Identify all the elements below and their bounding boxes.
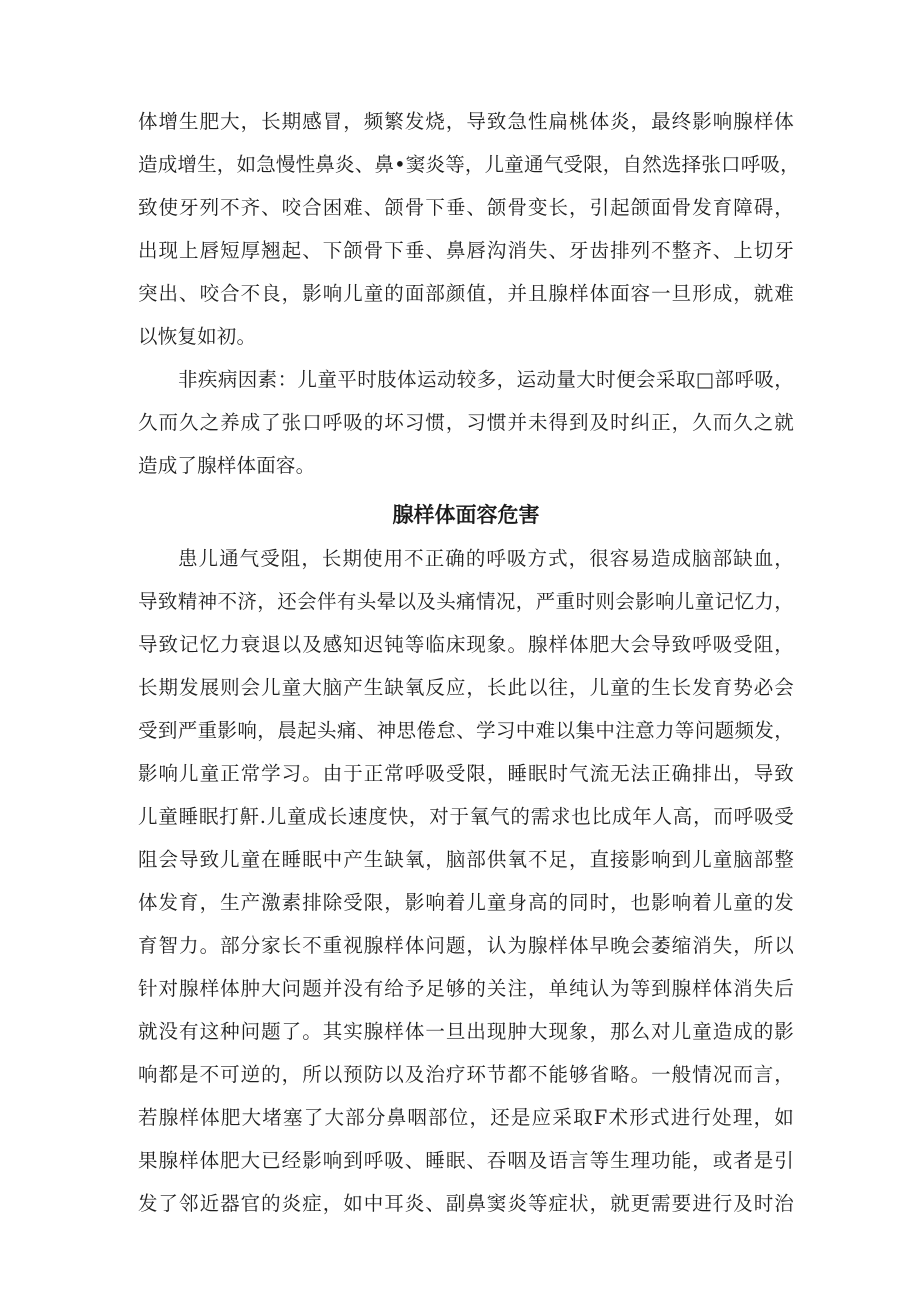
text-line: 受到严重影响，晨起头痛、神思倦怠、学习中难以集中注意力等问题频发， — [138, 719, 794, 742]
text-line: 造成增生，如急慢性鼻炎、鼻•窦炎等，儿童通气受限，自然选择张口呼吸， — [138, 153, 800, 176]
text-line: 导致记忆力衰退以及感知迟钝等临床现象。腺样体肥大会导致呼吸受阻， — [138, 633, 794, 656]
text-line: 儿童睡眠打鼾.儿童成长速度快，对于氧气的需求也比成年人高，而呼吸受 — [138, 805, 794, 828]
text-line: 致使牙列不齐、咬合困难、颌骨下垂、颌骨变长，引起颌面骨发育障碍， — [138, 196, 794, 219]
text-line: 长期发展则会儿童大脑产生缺氧反应，长此以往，儿童的生长发育势必会 — [138, 676, 794, 699]
text-line: 导致精神不济，还会伴有头晕以及头痛情况，严重时则会影响儿童记忆力， — [138, 590, 794, 613]
text-line: 育智力。部分家长不重视腺样体问题，认为腺样体早晚会萎缩消失，所以 — [138, 934, 794, 957]
text-line: 若腺样体肥大堵塞了大部分鼻咽部位，还是应采取F术形式进行处理，如 — [138, 1106, 794, 1129]
text-line: 响都是不可逆的，所以预防以及治疗环节都不能够省略。一般情况而言， — [138, 1063, 794, 1086]
section-heading: 腺样体面容危害 — [392, 503, 540, 527]
document-body — [138, 100, 800, 1225]
text-line: 影响儿童正常学习。由于正常呼吸受限，睡眠时气流无法正确排出，导致 — [138, 762, 794, 785]
paragraph-harm — [138, 537, 794, 1225]
text-line: 体增生肥大，长期感冒，频繁发烧，导致急性扁桃体炎，最终影响腺样体 — [138, 110, 794, 133]
text-line: 久而久之养成了张口呼吸的坏习惯，习惯并未得到及时纠正，久而久之就 — [138, 411, 794, 434]
paragraph-non-disease-factors — [138, 358, 794, 487]
text-line: 阻会导致儿童在睡眠中产生缺氧，脑部供氧不足，直接影响到儿童脑部整 — [138, 848, 794, 871]
text-line: 发了邻近器官的炎症，如中耳炎、副鼻窦炎等症状，就更需要进行及时治 — [138, 1192, 794, 1215]
paragraph-continuation — [138, 100, 800, 358]
text-line: 非疾病因素：儿童平时肢体运动较多，运动量大时便会采取□部呼吸， — [178, 368, 794, 391]
text-line: 造成了腺样体面容。 — [138, 454, 316, 477]
text-line: 出现上唇短厚翘起、下颌骨下垂、鼻唇沟消失、牙齿排列不整齐、上切牙 — [138, 239, 794, 262]
text-line: 针对腺样体肿大问题并没有给予足够的关注，单纯认为等到腺样体消失后 — [138, 977, 794, 1000]
text-line: 果腺样体肥大已经影响到呼吸、睡眠、吞咽及语言等生理功能，或者是引 — [138, 1149, 794, 1172]
text-line: 患儿通气受阻，长期使用不正确的呼吸方式，很容易造成脑部缺血， — [178, 547, 794, 570]
text-line: 突出、咬合不良，影响儿童的面部颜值，并且腺样体面容一旦形成，就难 — [138, 282, 794, 305]
text-line: 体发育，生产激素排除受限，影响着儿童身高的同时，也影响着儿童的发 — [138, 891, 794, 914]
text-line: 就没有这种问题了。其实腺样体一旦出现肿大现象，那么对儿童造成的影 — [138, 1020, 794, 1043]
text-line: 以恢复如初。 — [138, 325, 257, 348]
